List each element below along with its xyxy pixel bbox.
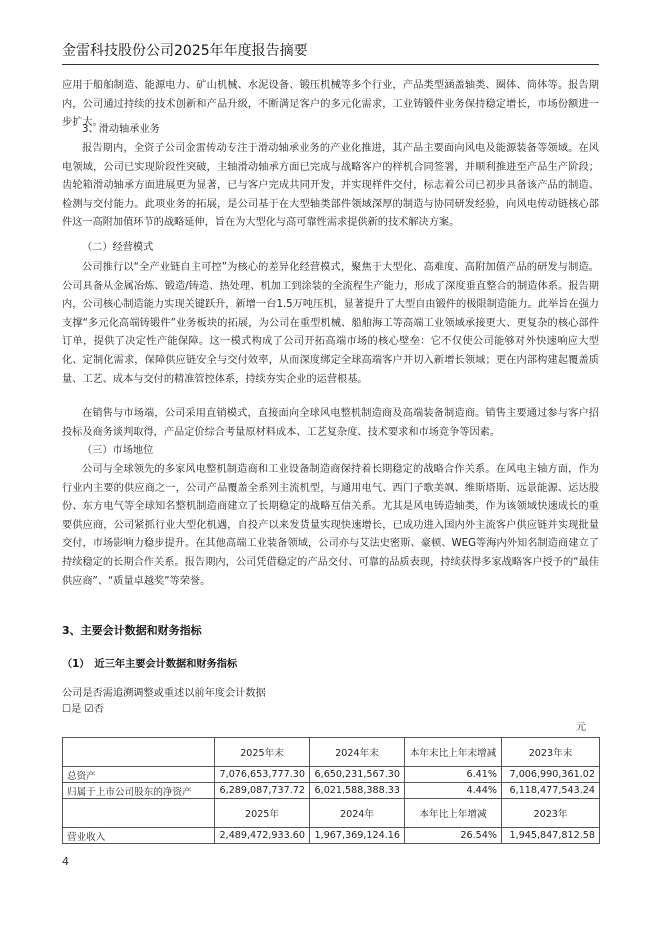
table-row bbox=[63, 783, 600, 799]
cell-change: 26.54% bbox=[405, 828, 502, 844]
page-number: 4 bbox=[62, 855, 69, 868]
restate-answer: ☐是 ☑否 bbox=[62, 704, 104, 715]
table-header-cell: 2024年 bbox=[310, 799, 405, 828]
cell-2023: 7,006,990,361.02 bbox=[502, 767, 600, 783]
row-label: 营业收入 bbox=[63, 828, 215, 844]
table-header-cell: 2024年末 bbox=[310, 738, 405, 767]
table-header-row-year-end bbox=[63, 738, 600, 767]
table-header-cell bbox=[63, 738, 215, 767]
cell-change: 6.41% bbox=[405, 767, 502, 783]
row-label: 归属于上市公司股东的净资产 bbox=[63, 783, 215, 799]
cell-2025: 6,289,087,737.72 bbox=[215, 783, 310, 799]
restate-question: 公司是否需追溯调整或重述以前年度会计数据 bbox=[62, 688, 266, 699]
table-header-cell: 2023年末 bbox=[502, 738, 600, 767]
cell-2024: 6,650,231,567.30 bbox=[310, 767, 405, 783]
subheading-market-position: （三）市场地位 bbox=[82, 445, 154, 456]
section-heading-accounting: 3、主要会计数据和财务指标 bbox=[62, 624, 202, 637]
subheading-bearing: 3、滑动轴承业务 bbox=[82, 124, 160, 135]
cell-2023: 6,118,477,543.24 bbox=[502, 783, 600, 799]
table-header-row-year bbox=[63, 799, 600, 828]
financial-indicators-table bbox=[62, 737, 600, 844]
unit-label: 元 bbox=[576, 722, 586, 733]
table-header-cell bbox=[63, 799, 215, 828]
cell-2024: 6,021,588,388.33 bbox=[310, 783, 405, 799]
table-header-cell: 2025年末 bbox=[215, 738, 310, 767]
paragraph-business-model-1: 公司推行以“全产业链自主可控”为核心的差异化经营模式，聚焦于大型化、高难度、高附加值产品的研发与制造。公司具备从金属冶炼、锻造/铸造、热处理、机加工到涂装的全流程生产能力，形成了深度垂直整合的制造体系。报告期内，公司核心制造能力实现关键跃升，新增一台1.5万吨压机，显著提升了大型自由锻件的极限制造能力。此举旨在强力支撑“多元化高端铸锻件”业务板块的拓展，为公司在重型机械、船舶海工等高端工业领域承接更大、更复杂的核心部件订单，提供了决定性产能保障。这一模式构成了公司开拓高端市场的核心壁垒：它不仅使公司能够对外快速响应大型化、定制化需求，保障供应链安全与交付效率，从而深度绑定全球高端客户并切入新增长领域；更在内部构建起覆盖质量、工艺、成本与交付的精准管控体系，持续夯实企业的运营根基。 bbox=[62, 262, 599, 385]
paragraph-bearing: 报告期内，全资子公司金雷传动专注于滑动轴承业务的产业化推进，其产品主要面向风电及能源装备等领域。在风电领域，公司已实现阶段性突破，主轴滑动轴承方面已完成与战略客户的样机合同签署，并顺利推进至产品生产阶段；齿轮箱滑动轴承方面进展更为显著，已与客户完成共同开发，并实现样件交付，标志着公司已初步具备该产品的制造、检测与交付能力。此项业务的拓展，是公司基于在大型轴类部件领域深厚的制造与协同研发经验，向风电传动链核心部件这一高附加值环节的战略延伸，旨在为大型化与高可靠性需求提供新的技术解决方案。 bbox=[62, 143, 599, 229]
paragraph-intro: 应用于船舶制造、能源电力、矿山机械、水泥设备、锻压机械等多个行业，产品类型涵盖轴类、圈体、筒体等。报告期内，公司通过持续的技术创新和产品升级，不断满足客户的多元化需求，工业铸锻件业务保持稳定增长，市场份额进一步扩大。 bbox=[62, 80, 599, 129]
cell-change: 4.44% bbox=[405, 783, 502, 799]
table-header-cell: 2023年 bbox=[502, 799, 600, 828]
table-row bbox=[63, 828, 600, 844]
cell-2025: 2,489,472,933.60 bbox=[215, 828, 310, 844]
paragraph-business-model-2: 在销售与市场端，公司采用直销模式，直接面向全球风电整机制造商及高端装备制造商。销售主要通过参与客户招投标及商务谈判取得，产品定价综合考量原材料成本、工艺复杂度、技术要求和市场竞争等因素。 bbox=[62, 408, 599, 438]
cell-2025: 7,076,653,777.30 bbox=[215, 767, 310, 783]
row-label: 总资产 bbox=[63, 767, 215, 783]
subheading-business-model: （二）经营模式 bbox=[82, 242, 154, 253]
table-header-cell: 本年比上年增减 bbox=[405, 799, 502, 828]
header-rule bbox=[62, 64, 599, 65]
table-header-cell: 2025年 bbox=[215, 799, 310, 828]
page-header-title: 金雷科技股份公司2025年年度报告摘要 bbox=[62, 43, 308, 59]
subsection-heading-three-year: （1） 近三年主要会计数据和财务指标 bbox=[62, 659, 238, 670]
cell-2024: 1,967,369,124.16 bbox=[310, 828, 405, 844]
table-header-cell: 本年末比上年末增减 bbox=[405, 738, 502, 767]
paragraph-market-position: 公司与全球领先的多家风电整机制造商和工业设备制造商保持着长期稳定的战略合作关系。在风电主轴方面，作为行业内主要的供应商之一，公司产品覆盖全系列主流机型，与通用电气、西门子歌美飒、维斯塔斯、远景能源、运达股份、东方电气等全球知名整机制造商建立了长期稳定的战略互信关系。尤其是风电铸造轴类，作为该领域快速成长的重要供应商，公司紧抓行业大型化机遇，自投产以来发货量实现快速增长，已成功进入国内外主流客户供应链并实现批量交付，市场影响力稳步提升。在其他高端工业装备领域，公司亦与艾法史密斯、豪顿、WEG等海内外知名制造商建立了持续稳定的长期合作关系。报告期内，公司凭借稳定的产品交付、可靠的品质表现，持续获得多家战略客户授予的“最佳供应商”、“质量卓越奖”等荣誉。 bbox=[62, 464, 599, 587]
cell-2023: 1,945,847,812.58 bbox=[502, 828, 600, 844]
table-row bbox=[63, 767, 600, 783]
